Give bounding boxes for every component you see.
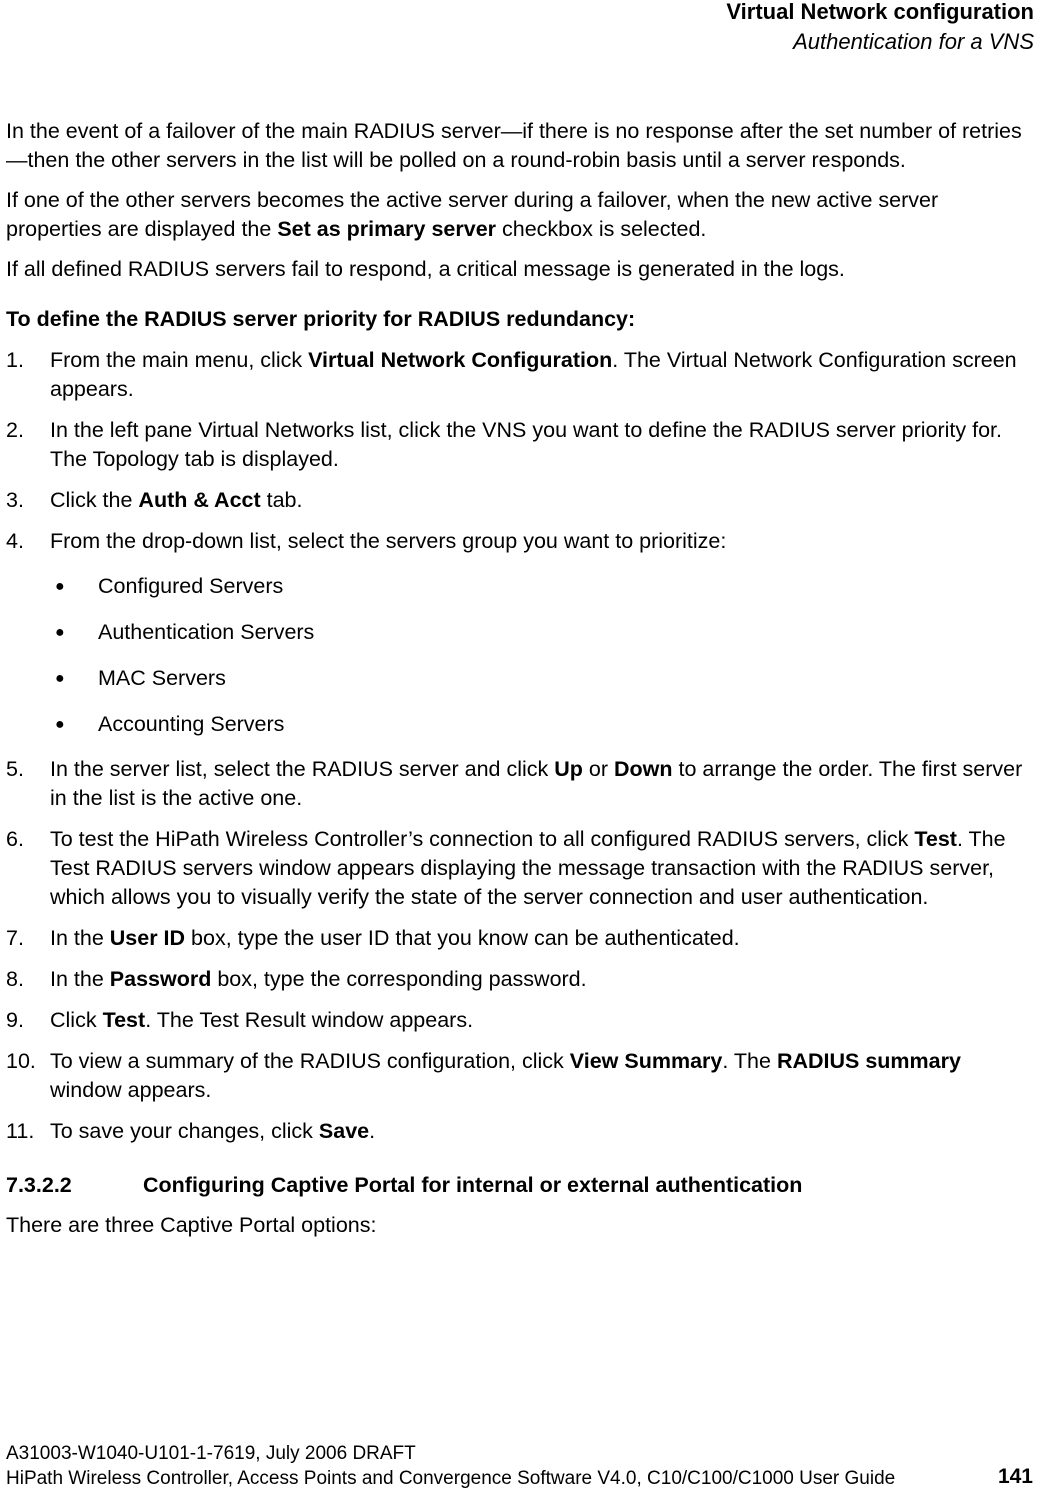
step-4: 4. From the drop-down list, select the servers group you want to prioritize: (6, 529, 727, 553)
guide-title: HiPath Wireless Controller, Access Points and Convergence Software V4.0, C10/C100/C1000 User Guide (6, 1468, 896, 1489)
page-footer (6, 1441, 895, 1491)
chapter-title: Virtual Network configuration (726, 0, 1034, 24)
document-id: A31003-W1040-U101-1-7619, July 2006 DRAFT (6, 1443, 416, 1464)
intro-paragraph: In the event of a failover of the main RADIUS server—if there is no response after the set number of retries—then the other servers in the list will be polled on a round-robin basis until a server responds. (6, 119, 1022, 172)
step-9: 9. Click Test. The Test Result window appears. (6, 1008, 474, 1032)
step-3: 3. Click the Auth & Acct tab. (6, 488, 303, 512)
bullet-icon: ● (55, 670, 65, 687)
list-item: ● Configured Servers (6, 572, 1031, 601)
section-heading (6, 1171, 1031, 1200)
step-7: 7. In the User ID box, type the user ID that you know can be authenticated. (6, 926, 740, 950)
step-1: 1. From the main menu, click Virtual Network Configuration. The Virtual Network Configuration screen appears. (6, 348, 1017, 401)
list-item: ● Authentication Servers (6, 618, 1031, 647)
step-5: 5. In the server list, select the RADIUS server and click Up or Down to arrange the order. The first server in the list is the active one. (6, 757, 1023, 810)
fail-paragraph: If all defined RADIUS servers fail to respond, a critical message is generated in the logs. (6, 257, 845, 281)
list-item: ● MAC Servers (6, 664, 1031, 693)
server-group-list (6, 572, 1031, 739)
bullet-icon: ● (55, 578, 65, 595)
section-subtitle: Authentication for a VNS (793, 29, 1034, 54)
page-header (726, 0, 1034, 55)
closing-paragraph: There are three Captive Portal options: (6, 1213, 377, 1237)
procedure-heading: To define the RADIUS server priority for RADIUS redundancy: (6, 307, 636, 331)
bullet-icon: ● (55, 624, 65, 641)
page-number: 141 (997, 1465, 1033, 1488)
step-10: 10. To view a summary of the RADIUS configuration, click View Summary. The RADIUS summary window appears. (6, 1049, 961, 1102)
section-number: 7.3.2.2 (6, 1173, 72, 1197)
step-8: 8. In the Password box, type the corresponding password. (6, 967, 587, 991)
bullet-icon: ● (55, 716, 65, 733)
section-title: Configuring Captive Portal for internal or external authentication (143, 1173, 803, 1197)
step-6: 6. To test the HiPath Wireless Controller’s connection to all configured RADIUS servers, click Test. The Test RADIUS servers window appears displaying the message transaction with the RADIUS server, which allows you to visually verify the state of the server connection and user authentication. (6, 827, 1006, 909)
step-2: 2. In the left pane Virtual Networks list, click the VNS you want to define the RADIUS server priority for. The Topology tab is displayed. (6, 418, 1002, 471)
failover-paragraph: If one of the other servers becomes the active server during a failover, when the new active server properties are displayed the Set as primary server checkbox is selected. (6, 188, 939, 241)
document-body (6, 117, 1031, 1240)
list-item: ● Accounting Servers (6, 710, 1031, 739)
step-11: 11. To save your changes, click Save. (6, 1119, 376, 1143)
